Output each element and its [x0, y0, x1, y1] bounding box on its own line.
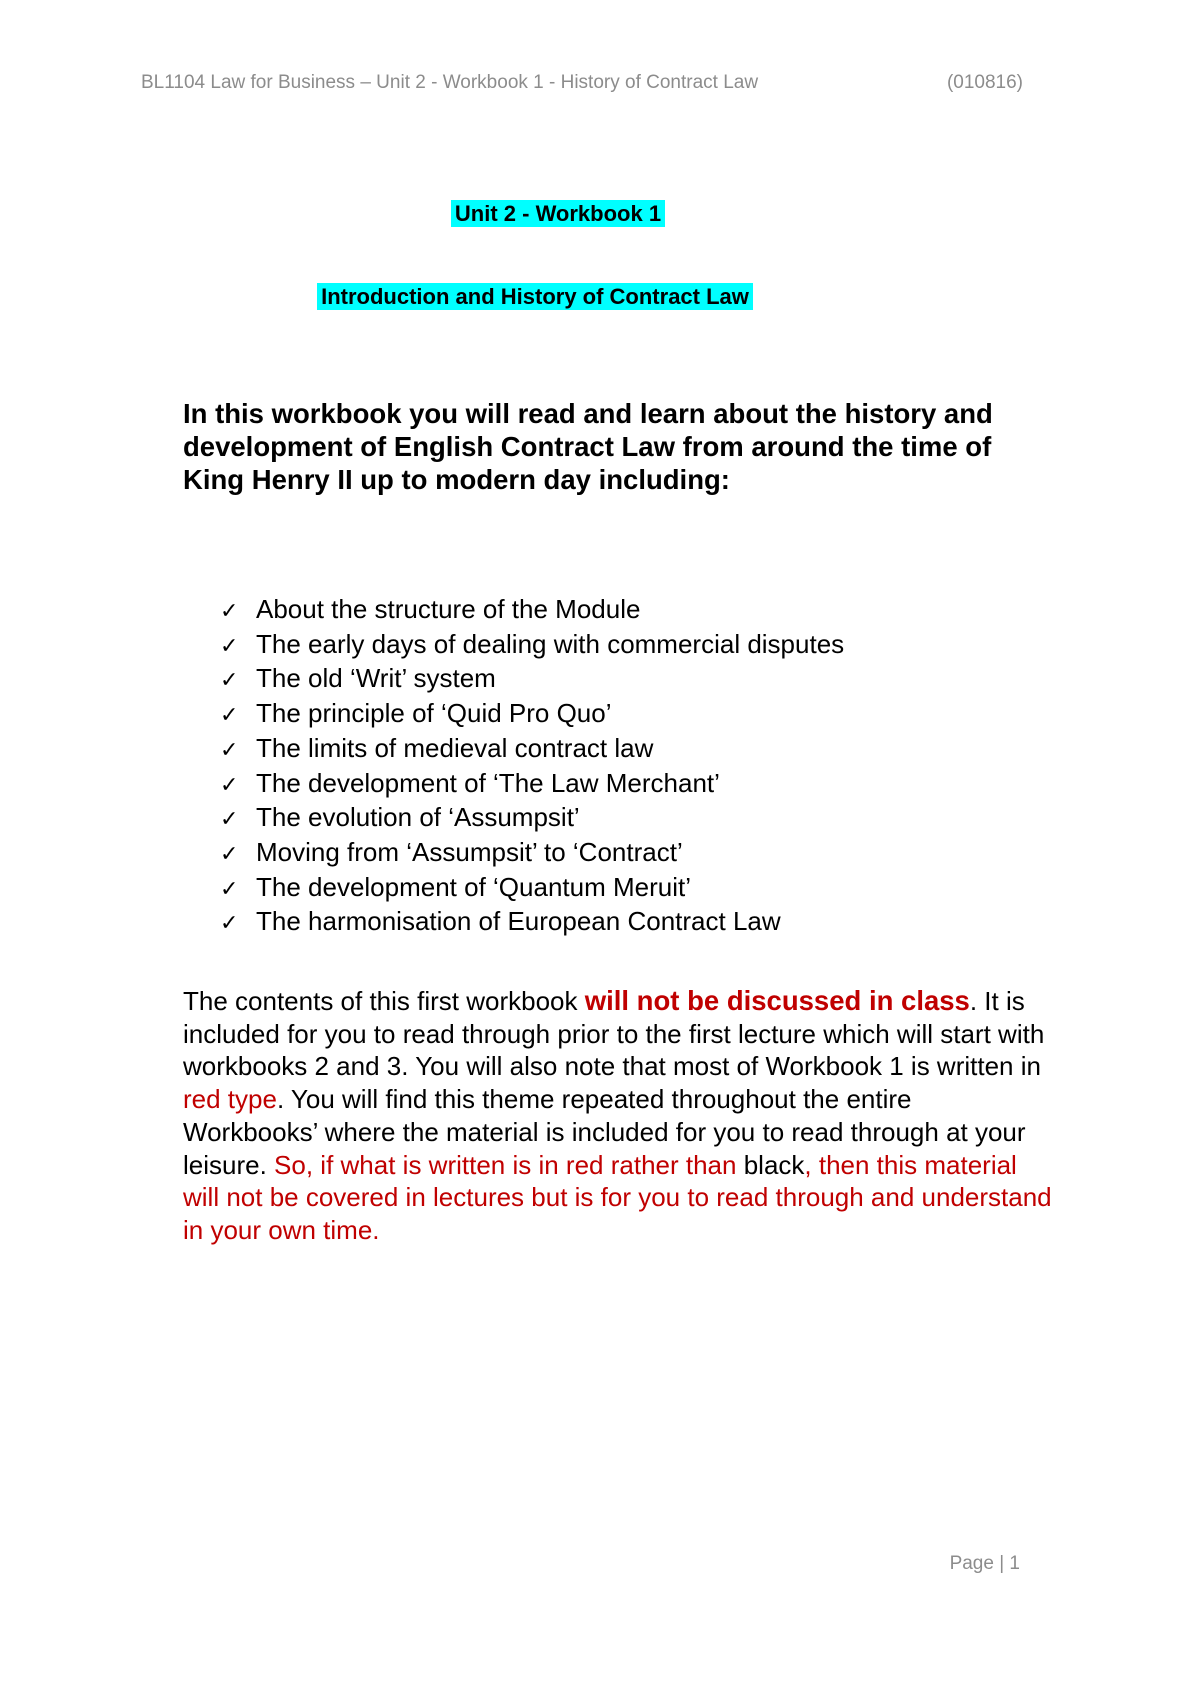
checkmark-icon: ✓ [220, 840, 239, 866]
emphasis-text: will not be discussed in class [584, 985, 970, 1016]
intro-paragraph: In this workbook you will read and learn about the history and development of English Contract Law from around the time of King Henry II up to modern day including: [183, 398, 993, 495]
checklist-item: ✓ The evolution of ‘Assumpsit’ [220, 801, 844, 836]
checklist-item: ✓ About the structure of the Module [220, 593, 844, 628]
body-text: The contents of this first workbook [183, 986, 585, 1016]
red-text: red type [183, 1084, 277, 1115]
checkmark-icon: ✓ [220, 910, 239, 936]
checklist-item: ✓ The early days of dealing with commercial disputes [220, 628, 844, 663]
checkmark-icon: ✓ [220, 806, 239, 832]
checkmark-icon: ✓ [220, 771, 239, 797]
body-paragraph [183, 985, 1053, 1247]
subtitle-heading: Introduction and History of Contract Law [317, 283, 753, 310]
checkmark-icon: ✓ [220, 736, 239, 762]
red-text: , then this material will not be covered in lectures but is for you to read through and understand in your own time. [183, 1149, 1052, 1245]
page-number: Page | 1 [949, 1553, 1020, 1574]
header-title: BL1104 Law for Business – Unit 2 - Workbook 1 - History of Contract Law [141, 72, 759, 93]
checkmark-icon: ✓ [220, 667, 239, 693]
checklist-item: ✓ The development of ‘The Law Merchant’ [220, 767, 844, 802]
checklist-item: ✓ The harmonisation of European Contract Law [220, 905, 844, 940]
topic-checklist [220, 593, 844, 940]
checkmark-icon: ✓ [220, 632, 239, 658]
checklist-item: ✓ The principle of ‘Quid Pro Quo’ [220, 697, 844, 732]
checklist-item: ✓ The old ‘Writ’ system [220, 662, 844, 697]
unit-heading: Unit 2 - Workbook 1 [451, 200, 665, 227]
checklist-item: ✓ The development of ‘Quantum Meruit’ [220, 871, 844, 906]
checkmark-icon: ✓ [220, 702, 239, 728]
unit-heading-block [0, 201, 1116, 227]
checklist-item: ✓ Moving from ‘Assumpsit’ to ‘Contract’ [220, 836, 844, 871]
body-text: . You will find this theme repeated throughout the entire Workbooks’ where the material is included for you to read through at your leisure. [183, 1084, 1026, 1180]
header-code: (010816) [946, 72, 1023, 93]
red-text: So, if what is written is in red rather than [274, 1149, 744, 1180]
subtitle-heading-block [0, 284, 1070, 310]
checklist-item: ✓ The limits of medieval contract law [220, 732, 844, 767]
checkmark-icon: ✓ [220, 875, 239, 901]
checkmark-icon: ✓ [220, 598, 239, 623]
body-text: . It is included for you to read through prior to the first lecture which will start with workbooks 2 and 3. You will also note that most of Workbook 1 is written in [183, 986, 1045, 1082]
body-text: black [743, 1149, 805, 1180]
